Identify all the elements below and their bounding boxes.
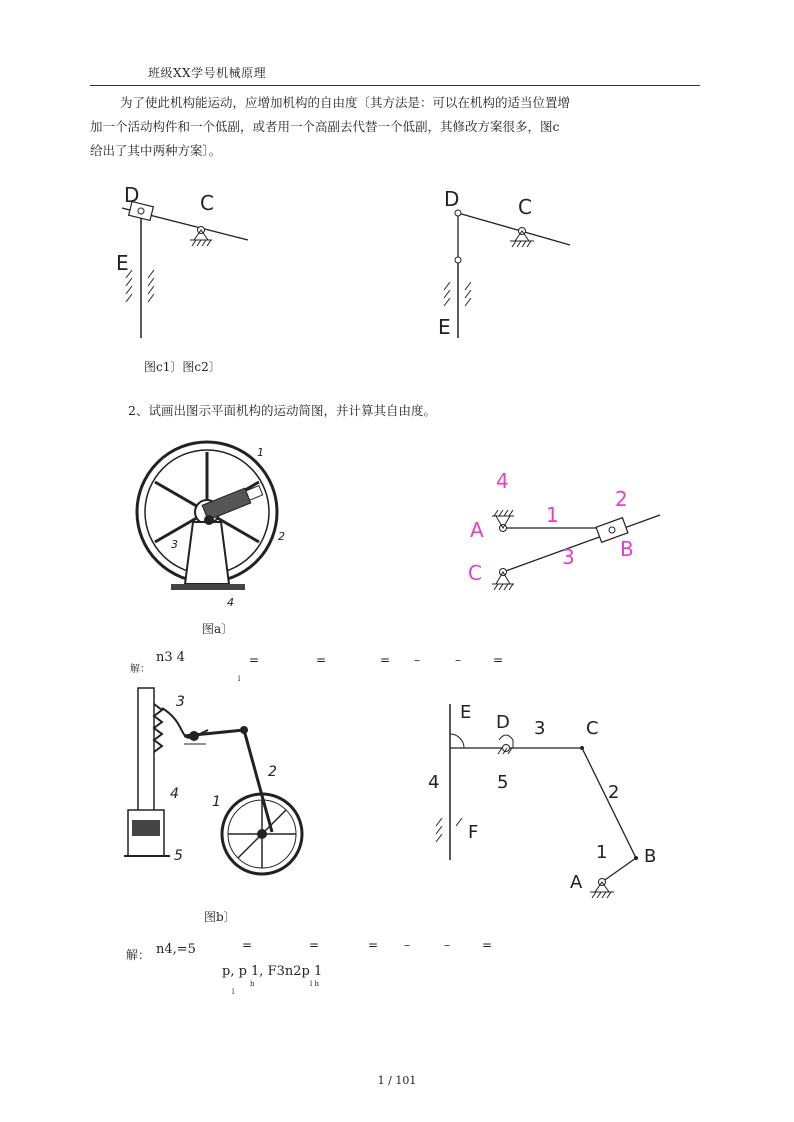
solution-b-sym-4: – bbox=[404, 938, 410, 952]
label-2: 2 bbox=[608, 782, 620, 803]
pivot-3 bbox=[189, 731, 199, 741]
solution-a-sym-4: – bbox=[414, 653, 420, 667]
intro-line-2: 加一个活动构件和一个低副，或者用一个高副去代替一个低副，其修改方案很多，图c bbox=[90, 119, 560, 134]
solution-b-sym-2: = bbox=[309, 938, 320, 952]
label-3: 3 bbox=[534, 718, 546, 739]
piston bbox=[132, 820, 160, 836]
solution-b-line-2: p, p 1, F3n2p 1 bbox=[222, 964, 323, 979]
ground-hatch-c bbox=[512, 241, 531, 247]
label-a: A bbox=[470, 518, 484, 542]
solution-a-sym-1: = bbox=[249, 653, 260, 667]
figure-c1 bbox=[100, 180, 270, 345]
pin-d bbox=[138, 208, 144, 214]
figure-b-caption: 图b〕 bbox=[204, 910, 236, 924]
solution-a-prefix: 解： bbox=[130, 664, 150, 675]
intro-line-3: 给出了其中两种方案〕。 bbox=[90, 143, 222, 158]
header-rule bbox=[90, 85, 700, 86]
label-c: C bbox=[200, 191, 214, 215]
label-a: A bbox=[570, 872, 583, 893]
label-4: 4 bbox=[496, 469, 509, 493]
figure-a-photo bbox=[125, 440, 315, 610]
label-c: C bbox=[468, 561, 482, 585]
ground-hatch-c bbox=[192, 240, 211, 246]
label-d: D bbox=[444, 187, 460, 211]
intro-line-1: 为了使此机构能运动，应增加机构的自由度〔其方法是：可以在机构的适当位置增 bbox=[120, 95, 571, 110]
solution-b-sym-1: = bbox=[242, 938, 253, 952]
figure-b-photo bbox=[118, 684, 308, 884]
stand-column bbox=[185, 522, 229, 584]
solution-b-sub-3: l h bbox=[310, 980, 319, 988]
figure-c-caption: 图c1〕图c2〕 bbox=[144, 360, 221, 374]
link-2 bbox=[582, 748, 636, 858]
solution-a-sym-3: = bbox=[380, 653, 391, 667]
solution-b-prefix: 解： bbox=[126, 948, 151, 962]
label-2: 2 bbox=[268, 764, 277, 780]
ground-hatch-e bbox=[126, 270, 154, 302]
label-1: 1 bbox=[596, 842, 608, 863]
label-5: 5 bbox=[497, 772, 509, 793]
label-e: E bbox=[116, 251, 129, 275]
ground-hatch-c bbox=[494, 584, 513, 590]
angle-arc-e bbox=[450, 734, 464, 748]
page-header: 班级XX学号机械原理 bbox=[148, 66, 267, 80]
joint-c bbox=[240, 726, 248, 734]
solution-a-sub: l bbox=[238, 675, 241, 683]
label-2: 2 bbox=[278, 530, 285, 543]
solution-b-sym-6: = bbox=[482, 938, 493, 952]
solution-b-sub-1: l bbox=[232, 988, 235, 996]
wheel-1-hub bbox=[257, 829, 267, 839]
label-3: 3 bbox=[562, 545, 575, 569]
figure-c2 bbox=[430, 180, 580, 345]
label-b: B bbox=[644, 846, 657, 867]
crank-pin bbox=[204, 515, 214, 525]
figure-b-diagram bbox=[420, 690, 670, 905]
label-4: 4 bbox=[170, 786, 179, 802]
label-e: E bbox=[438, 315, 451, 339]
stand-base bbox=[171, 584, 245, 590]
solution-b-sub-2: h bbox=[250, 980, 255, 988]
link-dc bbox=[458, 213, 570, 245]
slider-crank-assembly bbox=[202, 483, 264, 520]
label-4: 4 bbox=[227, 596, 234, 609]
solution-a-sym-5: – bbox=[455, 653, 461, 667]
label-c: C bbox=[586, 718, 599, 739]
label-4: 4 bbox=[428, 772, 440, 793]
label-f: F bbox=[468, 822, 479, 843]
solution-b-sym-3: = bbox=[368, 938, 379, 952]
solution-a-expr: n3 4 bbox=[156, 650, 186, 665]
page-number: 1 / 101 bbox=[377, 1074, 417, 1087]
joint-b bbox=[634, 856, 638, 860]
ground-hatch-a bbox=[592, 892, 611, 898]
label-2: 2 bbox=[615, 487, 628, 511]
label-3: 3 bbox=[171, 538, 178, 551]
label-1: 1 bbox=[546, 503, 559, 527]
label-b: B bbox=[620, 537, 634, 561]
solution-b-expr: n4,=5 bbox=[156, 942, 196, 957]
solution-b-sym-5: – bbox=[444, 938, 450, 952]
rack-teeth bbox=[154, 704, 162, 752]
ground-hatch-a bbox=[494, 510, 513, 516]
joint-mid bbox=[455, 257, 461, 263]
ground-hatch-f bbox=[436, 818, 462, 842]
solution-a-sym-6: = bbox=[493, 653, 504, 667]
rod-4 bbox=[138, 688, 154, 824]
pivot-d bbox=[503, 745, 510, 752]
solution-a-sym-2: = bbox=[316, 653, 327, 667]
label-1: 1 bbox=[212, 794, 221, 810]
pin-b bbox=[609, 527, 615, 533]
label-c: C bbox=[518, 195, 532, 219]
label-d: D bbox=[124, 183, 140, 207]
label-5: 5 bbox=[174, 848, 183, 864]
link-3 bbox=[503, 515, 660, 572]
figure-a-caption: 图a〕 bbox=[202, 622, 234, 636]
label-e: E bbox=[460, 702, 472, 723]
label-1: 1 bbox=[257, 446, 264, 459]
label-d: D bbox=[496, 712, 510, 733]
label-3: 3 bbox=[176, 694, 185, 710]
link-2 bbox=[244, 730, 272, 832]
figure-a-diagram bbox=[460, 460, 670, 605]
question-2: 2、试画出图示平面机构的运动简图，并计算其自由度。 bbox=[128, 403, 436, 418]
